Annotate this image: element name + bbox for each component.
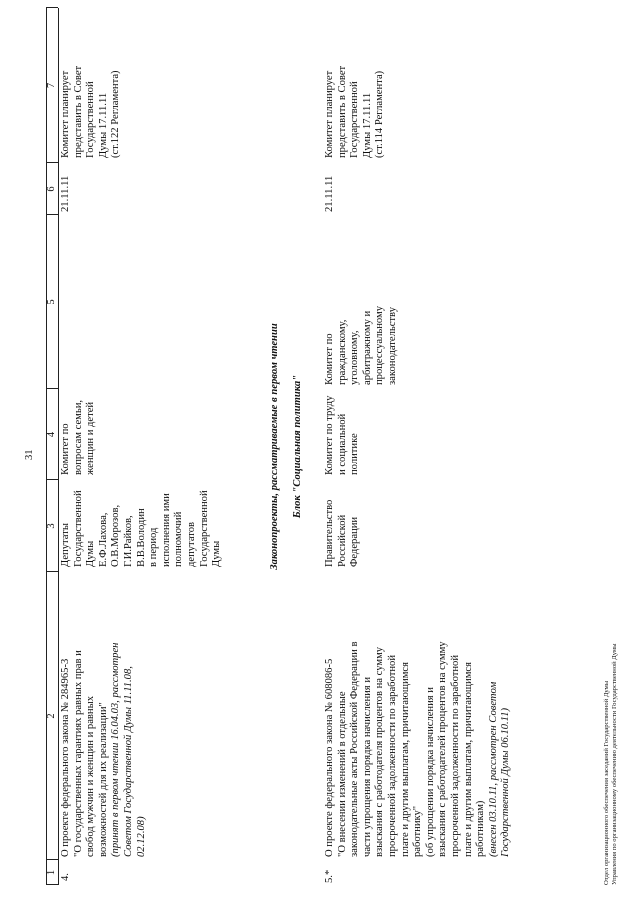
note-line: Думы 17.11.11 xyxy=(97,92,109,158)
committee-line: Комитет по xyxy=(60,423,71,475)
initiator-line: Государственной xyxy=(72,490,84,567)
footer-line-2: Управления по организационному обеспечению деятельности Государственной Думы xyxy=(611,643,618,885)
initiator-line: Федерации xyxy=(349,516,361,567)
section-title: Законопроекты, рассматриваемые в первом чтении xyxy=(269,323,280,570)
bill-initiators xyxy=(60,479,224,567)
responsible-committee xyxy=(324,389,362,475)
responsible-committee xyxy=(60,389,98,475)
committee-line: гражданскому, xyxy=(336,319,348,385)
bill-text-line: плате и другим выплатам, причитающимся xyxy=(399,662,411,857)
co-executor-committee xyxy=(324,215,400,385)
col-header-1: 1 xyxy=(46,869,57,876)
bill-text-line: плате и другим выплатам, причитающимся xyxy=(462,662,474,857)
bill-text-line: О проекте федерального закона № 284965-3 xyxy=(60,658,71,857)
bill-text-line: работнику" xyxy=(412,805,424,857)
col-header-4: 4 xyxy=(46,431,57,438)
note-line: представить в Совет xyxy=(336,65,348,158)
bill-status-line: (принят в первом чтении 16.04.03, рассмотрен xyxy=(110,642,122,857)
bill-text-line: взыскания с работодателя процентов на сумму xyxy=(374,646,386,857)
table-header-border xyxy=(58,8,59,885)
committee-line: вопросам семьи, xyxy=(72,399,84,475)
initiator-line: депутатов xyxy=(185,521,197,567)
committee-line: Комитет по xyxy=(324,333,335,385)
note-line: Государственной xyxy=(349,81,361,158)
col-header-6: 6 xyxy=(46,186,57,192)
note-line: Государственной xyxy=(85,81,97,158)
committee-line: Комитет по труду xyxy=(324,395,335,475)
initiator-line: Г.И.Райков, xyxy=(122,515,134,567)
committee-line: женщин и детей xyxy=(85,401,97,475)
initiator-line: Российской xyxy=(336,514,348,567)
note-line: Комитет планирует xyxy=(324,70,335,158)
note-line: (ст.122 Регламента) xyxy=(110,70,122,158)
bill-text-line: "О внесении изменений в отдельные xyxy=(336,691,348,857)
bill-text-line: части упрощения порядка начисления и xyxy=(361,677,373,857)
committee-line: арбитражному и xyxy=(361,310,373,385)
bill-status-line: (внесен 03.10.11, рассмотрен Советом xyxy=(487,681,499,857)
committee-line: законодательству xyxy=(386,307,398,385)
initiator-line: Е.Ф.Лахова, xyxy=(97,512,109,567)
bill-text-line: О проекте федерального закона № 608086-5 xyxy=(324,658,335,857)
bill-text-line: "О государственных гарантиях равных прав и xyxy=(72,650,84,857)
initiator-line: Депутаты xyxy=(60,523,71,567)
page-number: 31 xyxy=(24,449,35,460)
row-number: 5.* xyxy=(324,869,335,883)
col-header-2: 2 xyxy=(46,713,57,719)
col-header-5: 5 xyxy=(46,299,57,305)
committee-line: политике xyxy=(349,433,361,475)
bill-status-line: Государственной Думы 06.10.11) xyxy=(500,707,512,857)
bill-initiators xyxy=(324,479,362,567)
bill-description xyxy=(60,572,148,857)
bill-text-line: (об упрощении порядка начисления и xyxy=(424,687,436,857)
initiator-line: Правительство xyxy=(324,499,335,567)
bill-status-line: Советом Государственной Думы 11.11.08, xyxy=(122,666,134,857)
committee-line: уголовному, xyxy=(349,330,361,385)
committee-line: процессуальному xyxy=(374,306,386,385)
committee-note xyxy=(60,8,123,158)
note-line: Думы 17.11.11 xyxy=(361,92,373,158)
footer-line-1: Отдел организационного обеспечения заседаний Государственной Думы xyxy=(603,680,610,885)
row-number: 4. xyxy=(60,873,71,881)
initiator-line: полномочий xyxy=(173,511,185,567)
bill-text-line: взыскания с работодателей процентов на сумму xyxy=(437,641,449,857)
bill-description xyxy=(324,572,513,857)
col-header-3: 3 xyxy=(46,523,57,529)
review-date: 21.11.11 xyxy=(60,175,71,212)
bill-text-line: просроченной задолженности по заработной xyxy=(386,655,398,857)
initiator-line: исполнения ими xyxy=(160,493,172,567)
initiator-line: В.В.Володин xyxy=(135,508,147,567)
committee-note xyxy=(324,8,387,158)
initiator-line: в период xyxy=(148,527,160,567)
initiator-line: О.В.Морозов, xyxy=(110,504,122,567)
note-line: (ст.114 Регламента) xyxy=(374,70,386,158)
initiator-line: Думы xyxy=(211,540,223,567)
col-header-7: 7 xyxy=(46,82,57,89)
initiator-line: Думы xyxy=(85,540,97,567)
committee-line: и социальной xyxy=(336,413,348,475)
initiator-line: Государственной xyxy=(198,490,210,567)
bill-text-line: просроченной задолженности по заработной xyxy=(449,655,461,857)
block-title: Блок "Социальная политика" xyxy=(292,374,303,519)
bill-status-line: 02.12.08) xyxy=(135,816,147,857)
note-line: представить в Совет xyxy=(72,65,84,158)
bill-text-line: свобод мужчин и женщин и равных xyxy=(85,696,97,857)
review-date: 21.11.11 xyxy=(324,175,335,212)
note-line: Комитет планирует xyxy=(60,70,71,158)
bill-text-line: работникам) xyxy=(475,800,487,857)
bill-text-line: законодательные акты Российской Федерации в xyxy=(349,641,361,857)
bill-text-line: возможностей для их реализации" xyxy=(97,702,109,857)
